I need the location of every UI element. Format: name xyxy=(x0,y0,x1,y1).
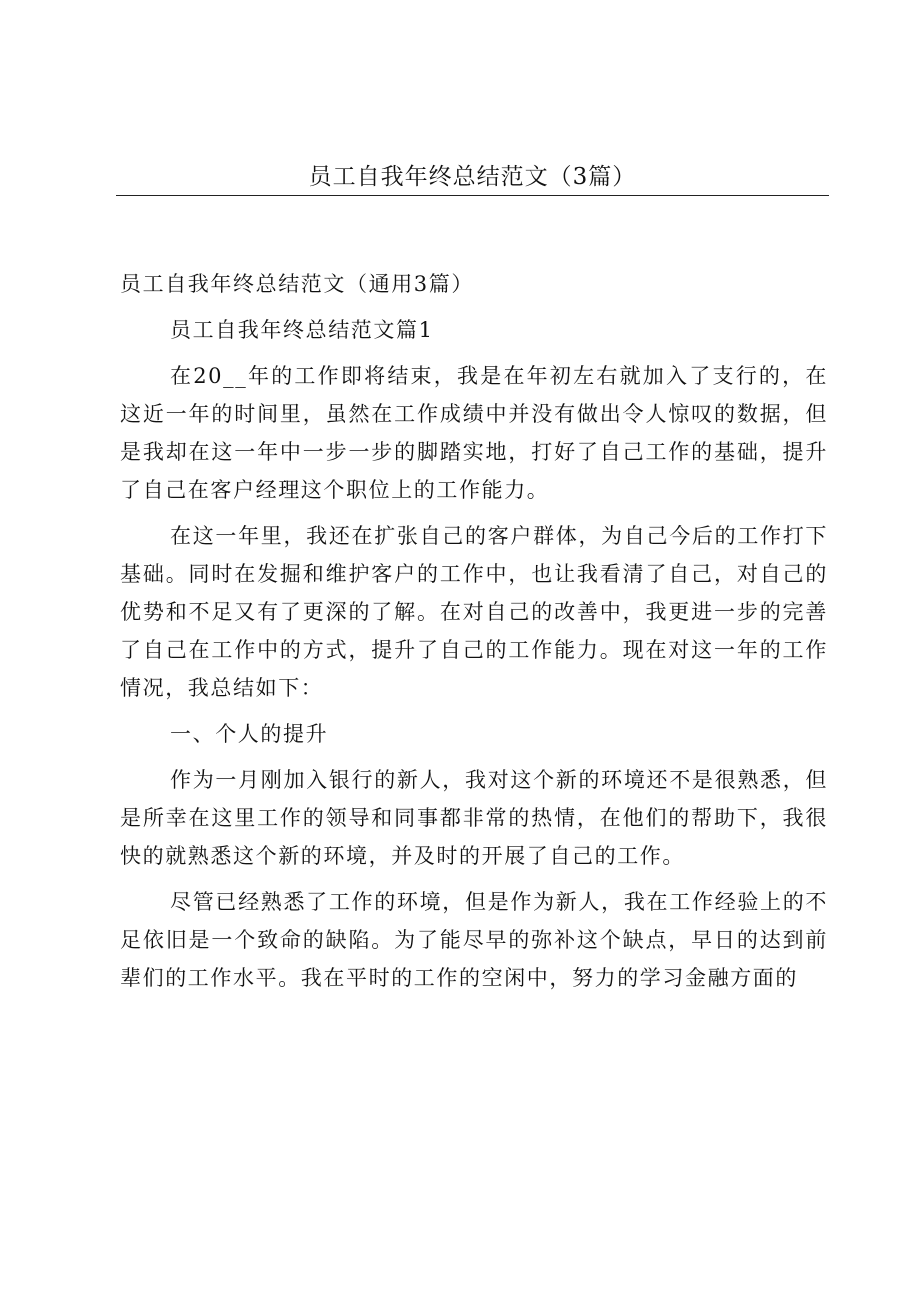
document-title: 员工自我年终总结范文（3篇） xyxy=(308,164,637,190)
paragraph: 在这一年里，我还在扩张自己的客户群体，为自己今后的工作打下基础。同时在发掘和维护客户的工作中，也让我看清了自己，对自己的优势和不足又有了更深的了解。在对自己的改善中，我更进一步的完善了自己在工作中的方式，提升了自己的工作能力。现在对这一年的工作情况，我总结如下： xyxy=(120,524,828,700)
document-body xyxy=(120,265,828,1005)
title-underline xyxy=(116,195,829,196)
subheading: 一、个人的提升 xyxy=(170,722,329,746)
paragraph: 作为一月刚加入银行的新人，我对这个新的环境还不是很熟悉，但是所幸在这里工作的领导和同事都非常的热情，在他们的帮助下，我很快的就熟悉这个新的环境，并及时的开展了自己的工作。 xyxy=(120,768,828,868)
paragraph: 在20__年的工作即将结束，我是在年初左右就加入了支行的，在这近一年的时间里，虽然在工作成绩中并没有做出令人惊叹的数据，但是我却在这一年中一步一步的脚踏实地，打好了自己工作的基础，提升了自己在客户经理这个职位上的工作能力。 xyxy=(120,364,828,502)
paragraph: 尽管已经熟悉了工作的环境，但是作为新人，我在工作经验上的不足依旧是一个致命的缺陷。为了能尽早的弥补这个缺点，早日的达到前辈们的工作水平。我在平时的工作的空闲中，努力的学习金融方面的 xyxy=(120,890,828,990)
document-subtitle: 员工自我年终总结范文（通用3篇） xyxy=(120,272,474,296)
section-heading: 员工自我年终总结范文篇1 xyxy=(170,318,434,342)
